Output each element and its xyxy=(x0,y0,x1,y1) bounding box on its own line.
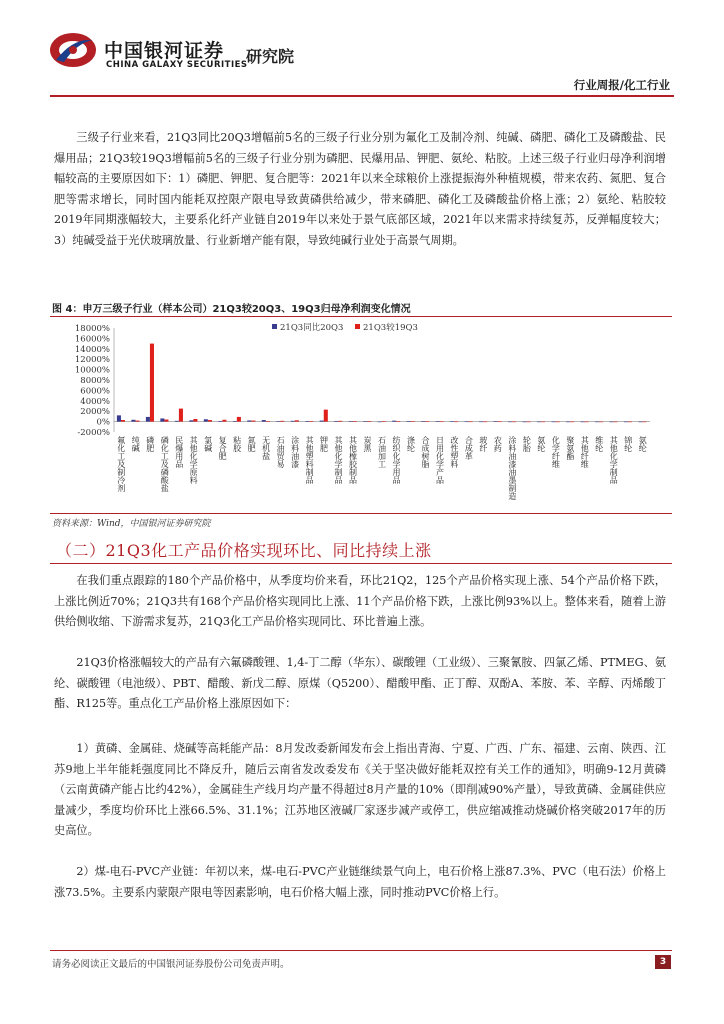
bar-yoy xyxy=(465,421,469,422)
bar-yoy xyxy=(421,421,425,422)
x-tick-label: 纺织化学用品 xyxy=(391,436,401,484)
x-tick-label: 无机盐 xyxy=(261,436,271,460)
x-tick-label: 涤纶 xyxy=(406,436,416,452)
bar-vs19 xyxy=(599,422,603,423)
bar-vs19 xyxy=(425,421,429,422)
bar-vs19 xyxy=(367,421,371,422)
x-tick-label: 其他化学制品 xyxy=(609,436,619,484)
bar-vs19 xyxy=(440,421,444,422)
bar-vs19 xyxy=(527,422,531,423)
bar-vs19 xyxy=(237,417,241,422)
x-tick-label: 涂料油漆油墨制造 xyxy=(507,436,517,500)
x-tick-label: 轮胎 xyxy=(522,436,532,452)
bar-yoy xyxy=(204,419,208,421)
y-tick-label: 18000% xyxy=(74,324,110,334)
brand-name-en: CHINA GALAXY SECURITIES xyxy=(106,60,248,70)
x-tick-label: 化学纤维 xyxy=(551,436,561,468)
bar-yoy xyxy=(551,422,555,423)
y-tick-label: -2000% xyxy=(77,428,110,438)
body-paragraph: 在我们重点跟踪的180个产品价格中，从季度均价来看，环比21Q2，125个产品价格实现上涨、54个产品价格下跌，上涨比例近70%；21Q3共有168个产品价格实现同比上涨、11个产品价格下跌，上涨比例93%以上。整体来看，随着上游供给侧收缩、下游需求复苏，21Q3化工产品价格实现同比、环比普遍上涨。 xyxy=(54,574,666,628)
y-tick-label: 0% xyxy=(96,417,110,428)
bar-yoy xyxy=(262,420,266,422)
figure-rule-bottom xyxy=(50,513,672,514)
bar-yoy xyxy=(276,421,280,422)
y-tick-label: 8000% xyxy=(80,376,110,386)
bar-vs19 xyxy=(541,422,545,423)
x-tick-label: 民爆用品 xyxy=(174,436,184,468)
x-tick-label: 日用化学产品 xyxy=(435,436,445,484)
bar-yoy xyxy=(247,420,251,421)
x-tick-label: 石油加工 xyxy=(377,436,387,468)
x-tick-label: 炭黑 xyxy=(363,436,373,452)
x-tick-label: 合成树脂 xyxy=(420,436,430,468)
bar-yoy xyxy=(146,417,150,422)
bar-vs19 xyxy=(280,421,284,422)
report-type: 行业周报/化工行业 xyxy=(573,78,670,92)
figure-source: 资料来源：Wind，中国银河证券研究院 xyxy=(52,519,211,529)
bar-yoy xyxy=(624,422,628,423)
bar-vs19 xyxy=(266,421,270,422)
bar-yoy xyxy=(523,422,527,423)
bar-yoy xyxy=(218,421,222,422)
bar-yoy xyxy=(291,421,295,422)
bar-yoy xyxy=(609,422,613,423)
x-tick-label: 其他橡胶制品 xyxy=(348,436,358,484)
y-tick-label: 10000% xyxy=(74,365,110,376)
x-tick-label: 氟化工及制冷剂 xyxy=(116,436,126,492)
bar-yoy xyxy=(175,421,179,422)
brand-name-cn: 中国银河证券 xyxy=(104,40,225,62)
bar-yoy xyxy=(595,422,599,423)
bar-vs19 xyxy=(179,409,183,422)
bar-vs19 xyxy=(150,344,154,422)
legend-swatch xyxy=(272,324,277,329)
bar-yoy xyxy=(305,421,309,422)
x-tick-label: 聚氨酯 xyxy=(565,436,575,460)
x-tick-label: 纯碱 xyxy=(131,436,141,452)
bar-vs19 xyxy=(382,421,386,422)
bar-yoy xyxy=(233,421,237,422)
bar-vs19 xyxy=(411,421,415,422)
bar-vs19 xyxy=(469,421,473,422)
y-tick-label: 4000% xyxy=(80,396,110,407)
bar-vs19 xyxy=(613,422,617,423)
x-tick-label: 玻纤 xyxy=(478,436,488,452)
bar-yoy xyxy=(436,421,440,422)
x-tick-label: 复合肥 xyxy=(218,436,228,460)
body-paragraph: 三级子行业来看，21Q3同比20Q3增幅前5名的三级子行业分别为氟化工及制冷剂、纯碱、磷肥、磷化工及磷酸盐、民爆用品；21Q3较19Q3增幅前5名的三级子行业分别为磷肥、民爆用品、钾肥、氨纶、粘胶。上述三级子行业归母净利润增幅较高的主要原因如下：1）磷肥、钾肥、复合肥等：2021年以来全球粮价上涨提振海外种植规模，带来农药、氮肥、复合肥等需求增长，同时国内能耗双控限产限电导致黄磷供给减少，带来磷肥、磷化工及磷酸盐价格上涨；2）氨纶、粘胶较2019年同期涨幅较大，主要系化纤产业链自2019年以来处于景气底部区域，2021年以来需求持续复苏，反弹幅度较大；3）纯碱受益于光伏玻璃放量、行业新增产能有限，导致纯碱行业处于高景气周期。 xyxy=(54,131,666,247)
bar-yoy xyxy=(537,422,541,423)
x-tick-label: 氯碱 xyxy=(203,436,213,452)
x-tick-label: 其他化学制品 xyxy=(334,436,344,484)
bar-vs19 xyxy=(135,421,139,422)
x-tick-label: 合成革 xyxy=(464,436,474,460)
x-tick-label: 氨纶 xyxy=(638,436,648,452)
y-tick-label: 2000% xyxy=(80,407,110,418)
bar-yoy xyxy=(479,421,483,422)
bar-yoy xyxy=(508,422,512,423)
header-rule xyxy=(50,95,674,97)
body-paragraph: 21Q3价格涨幅较大的产品有六氟磷酸锂、1,4-丁二醇（华东）、碳酸锂（工业级）、三聚氰胺、四氯乙烯、PTMEG、氨纶、碳酸锂（电池级）、PBT、醋酸、新戊二醇、原煤（Q5200）、醋酸甲酯、正丁醇、双酚A、苯胺、苯、辛醇、丙烯酸丁酯、R125等。重点化工产品价格上涨原因如下： xyxy=(54,656,666,710)
bar-vs19 xyxy=(512,422,516,423)
galaxy-logo-icon xyxy=(48,30,98,70)
bar-vs19 xyxy=(208,420,212,422)
bar-yoy xyxy=(407,421,411,422)
section-title: （二）21Q3化工产品价格实现环比、同比持续上涨 xyxy=(56,541,432,560)
x-tick-label: 其他塑料制品 xyxy=(305,436,315,484)
bar-vs19 xyxy=(642,422,646,423)
bar-yoy xyxy=(580,422,584,423)
figure-rule-top xyxy=(50,316,672,317)
bar-vs19 xyxy=(338,421,342,422)
bar-yoy xyxy=(160,418,164,421)
bar-vs19 xyxy=(295,420,299,421)
figure-title: 图 4：申万三级子行业（样本公司）21Q3较20Q3、19Q3归母净利润变化情况 xyxy=(52,304,411,315)
bar-vs19 xyxy=(193,419,197,422)
bar-vs19 xyxy=(324,410,328,422)
body-paragraph: 1）黄磷、金属硅、烧碱等高耗能产品：8月发改委新闻发布会上指出青海、宁夏、广西、广东、福建、云南、陕西、江苏9地上半年能耗强度同比不降反升，随后云南省发改委发布《关于坚决做好能耗双控有关工作的通知》，明确9-12月黄磷（云南黄磷产能占比约42%），金属硅生产线月均产量不得超过8月产量的10%（即削减90%产量），导致黄磷、金属硅供应量减少，季度均价环比上涨66.5%、31.1%；江苏地区液碱厂家逐步减产或停工，供应缩减推动烧碱价格突破2017年的历史高位。 xyxy=(54,742,666,837)
bar-yoy xyxy=(189,420,193,421)
x-tick-label: 改性塑料 xyxy=(449,436,459,468)
bar-vs19 xyxy=(483,422,487,423)
x-tick-label: 磷肥 xyxy=(145,436,155,452)
bar-vs19 xyxy=(585,422,589,423)
x-tick-label: 其他化学原料 xyxy=(189,436,199,484)
bar-vs19 xyxy=(628,422,632,423)
legend-swatch xyxy=(355,324,360,329)
bar-vs19 xyxy=(121,420,125,422)
x-tick-label: 维纶 xyxy=(594,436,604,452)
x-tick-label: 磷化工及磷酸盐 xyxy=(160,436,170,492)
bar-vs19 xyxy=(353,421,357,422)
bar-yoy xyxy=(566,422,570,423)
x-tick-label: 钾肥 xyxy=(319,436,329,452)
bar-yoy xyxy=(349,421,353,422)
bar-vs19 xyxy=(556,422,560,423)
bar-vs19 xyxy=(164,420,168,422)
body-paragraph: 2）煤-电石-PVC产业链：年初以来，煤-电石-PVC产业链继续景气向上，电石价格上涨87.3%、PVC（电石法）价格上涨73.5%。主要系内蒙限产限电等因素影响，电石价格大幅上涨，同时推动PVC价格上行。 xyxy=(54,865,666,899)
x-tick-label: 氮肥 xyxy=(247,436,257,452)
y-tick-label: 14000% xyxy=(74,344,110,355)
x-tick-label: 涂料油漆 xyxy=(290,436,300,468)
bar-yoy xyxy=(450,421,454,422)
bar-vs19 xyxy=(396,421,400,422)
bar-yoy xyxy=(320,421,324,422)
bar-yoy xyxy=(378,422,382,423)
footer-disclaimer: 请务必阅读正文最后的中国银河证券股份公司免责声明。 xyxy=(52,959,290,970)
y-tick-label: 16000% xyxy=(74,334,110,345)
bar-vs19 xyxy=(222,420,226,422)
page-header xyxy=(0,0,724,100)
bar-yoy xyxy=(131,420,135,422)
bar-yoy xyxy=(494,421,498,422)
bar-yoy xyxy=(117,415,121,421)
legend-label: 21Q3较19Q3 xyxy=(363,323,418,333)
bar-chart xyxy=(50,318,672,514)
legend-label: 21Q3同比20Q3 xyxy=(280,323,344,333)
x-tick-label: 氨纶 xyxy=(536,436,546,452)
bar-vs19 xyxy=(570,422,574,423)
bar-vs19 xyxy=(454,421,458,422)
x-tick-label: 锦纶 xyxy=(623,436,633,452)
bar-yoy xyxy=(334,421,338,422)
y-tick-label: 12000% xyxy=(74,355,110,366)
bar-yoy xyxy=(638,422,642,423)
section-rule xyxy=(50,563,672,564)
y-tick-label: 6000% xyxy=(80,386,110,397)
bar-vs19 xyxy=(498,421,502,422)
x-tick-label: 其他纤维 xyxy=(580,436,590,468)
page-number: 3 xyxy=(655,955,671,969)
bar-vs19 xyxy=(251,421,255,422)
bar-vs19 xyxy=(309,421,313,422)
x-tick-label: 粘胶 xyxy=(232,436,242,452)
x-tick-label: 石油贸易 xyxy=(276,436,286,468)
bar-yoy xyxy=(392,421,396,422)
brand-institute: 研究院 xyxy=(246,47,295,66)
bar-yoy xyxy=(363,421,367,422)
x-tick-label: 农药 xyxy=(493,436,503,452)
footer-rule xyxy=(50,950,672,951)
